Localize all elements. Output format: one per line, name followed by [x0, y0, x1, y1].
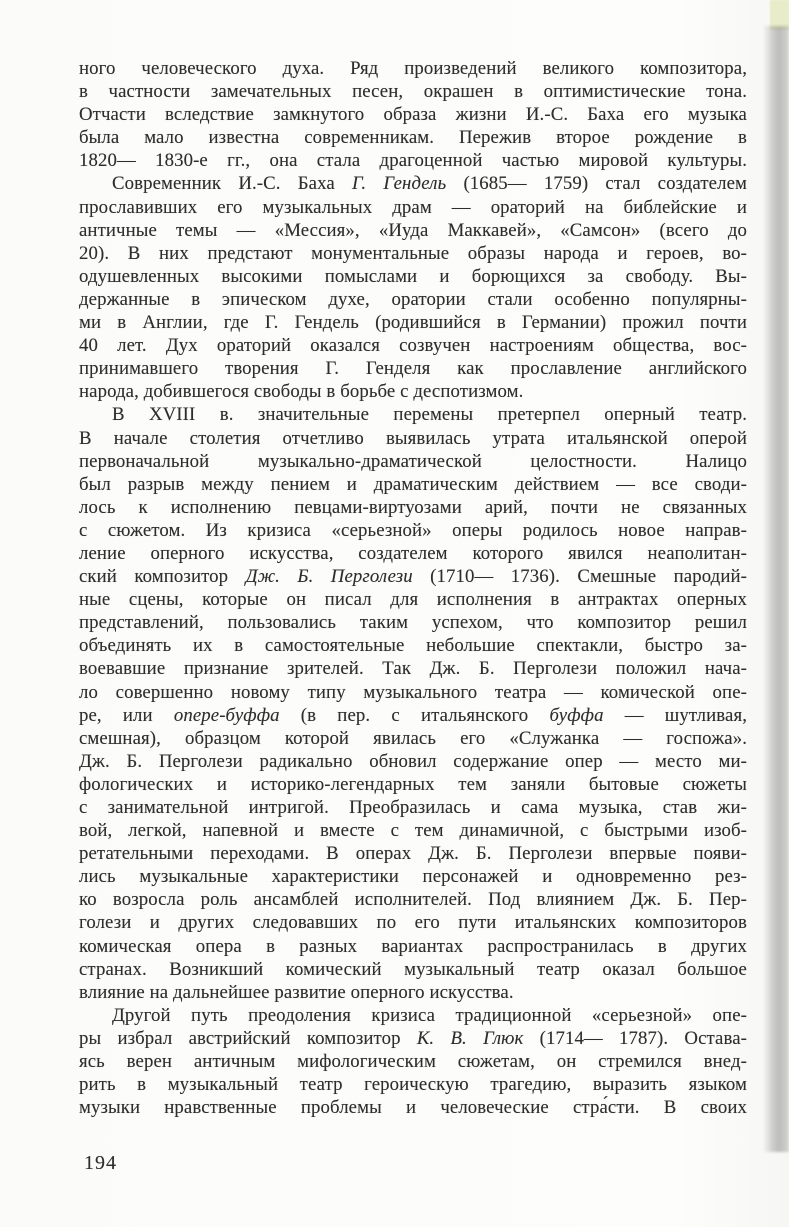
text-run: античные темы — «Мессия», «Иуда Маккавей», «Самсон» (всего до — [79, 219, 747, 241]
text-line — [79, 588, 747, 611]
text-line — [79, 958, 747, 981]
text-line — [79, 865, 747, 888]
text-run: влияние на дальнейшее развитие оперного искусства. — [79, 981, 514, 1003]
text-line — [79, 288, 747, 311]
text-line — [79, 704, 747, 727]
page-number: 194 — [84, 1152, 117, 1174]
text-line — [79, 611, 747, 634]
text-run: ми в Англии, где Г. Гендель (родившийся в Германии) прожил почти — [79, 312, 747, 334]
text-run: первоначальной музыкально-драматической целостности. Налицо — [79, 450, 747, 472]
text-run: Другой путь преодоления кризиса традиционной «серьезной» опе- — [112, 1004, 747, 1026]
text-run: 20). В них предстают монументальные образы народа и героев, во- — [79, 242, 747, 264]
text-line — [79, 242, 747, 265]
text-run: лись музыкальные характеристики персонажей и одновременно рез- — [79, 866, 747, 888]
text-run: ление оперного искусства, создателем которого явился неаполитан- — [79, 542, 747, 564]
text-line — [79, 519, 747, 542]
text-line — [79, 311, 747, 334]
text-run: держанные в эпическом духе, оратории стали особенно популярны- — [79, 288, 747, 310]
text-line — [79, 357, 747, 380]
text-line — [79, 380, 747, 403]
text-line — [79, 634, 747, 657]
text-run: ные сцены, которые он писал для исполнения в антрактах оперных — [79, 589, 747, 611]
text-line — [79, 773, 747, 796]
text-line — [79, 727, 747, 750]
text-line — [79, 196, 747, 219]
text-run: народа, добившегося свободы в борьбе с деспотизмом. — [79, 381, 524, 403]
italic-name: буффа — [549, 704, 604, 726]
italic-name: опере-буффа — [173, 704, 280, 726]
text-run: ский композитор — [79, 566, 246, 588]
text-run: была мало известна современникам. Пережив второе рождение в — [79, 127, 747, 149]
body-text — [79, 57, 747, 1119]
text-line — [79, 473, 747, 496]
text-line — [79, 427, 747, 450]
text-run: смешная), образцом которой явилась его «Служанка — госпожа». — [79, 727, 747, 749]
text-run: прославивших его музыкальных драм — ораторий на библейские и — [79, 196, 747, 218]
text-run: ного человеческого духа. Ряд произведений великого композитора, — [79, 58, 747, 79]
text-line — [79, 565, 747, 588]
text-line — [79, 819, 747, 842]
text-run: был разрыв между пением и драматическим действием — все своди- — [79, 473, 747, 495]
text-run: странах. Возникший комический музыкальный театр оказал большое — [79, 958, 747, 980]
text-run: в частности замечательных песен, окрашен в оптимистические тона. — [79, 81, 747, 103]
text-run: (1710— 1736). Смешные пародий- — [412, 566, 747, 588]
text-line — [79, 1004, 747, 1027]
text-run: принимавшего творения Г. Генделя как прославление английского — [79, 358, 747, 380]
text-run: Дж. Б. Перголези радикально обновил содержание опер — место ми- — [79, 750, 747, 772]
text-run: рить в музыкальный театр героическую трагедию, выразить языком — [79, 1074, 747, 1096]
text-run: ры избрал австрийский композитор — [79, 1027, 417, 1049]
text-run: Современник И.-С. Баха — [112, 173, 353, 195]
text-run: с сюжетом. Из кризиса «серьезной» оперы родилось новое направ- — [79, 519, 747, 541]
text-run: (1685— 1759) стал создателем — [446, 173, 748, 195]
text-run: ясь верен античным мифологическим сюжетам, он стремился внед- — [79, 1051, 747, 1073]
text-run: фологических и историко-легендарных тем заняли бытовые сюжеты — [79, 773, 747, 795]
text-line — [79, 265, 747, 288]
text-run: голези и других следовавших по его пути итальянских композиторов — [79, 912, 747, 934]
page-gutter-shadow — [763, 26, 789, 1152]
text-line — [79, 935, 747, 958]
text-line — [79, 1073, 747, 1096]
text-run: ло совершенно новому типу музыкального театра — комической опе- — [79, 681, 747, 703]
text-line — [79, 80, 747, 103]
text-run: ко возросла роль ансамблей исполнителей. Под влиянием Дж. Б. Пер- — [79, 889, 747, 911]
text-line — [79, 1096, 747, 1119]
text-run: одушевленных высокими помыслами и борющихся за свободу. Вы- — [79, 265, 747, 287]
text-line — [79, 172, 747, 195]
text-run: объединять их в самостоятельные небольшие спектакли, быстро за- — [79, 635, 747, 657]
text-line — [79, 750, 747, 773]
text-run: ретательными переходами. В операх Дж. Б. Перголези впервые появи- — [79, 843, 747, 865]
text-line — [79, 842, 747, 865]
text-run: 40 лет. Дух ораторий оказался созвучен настроениям общества, вос- — [79, 335, 747, 357]
text-run: (в пер. с итальянского — [279, 704, 550, 726]
text-line — [79, 981, 747, 1004]
text-run: лось к исполнению певцами-виртуозами арий, почти не связанных — [79, 496, 747, 518]
text-line — [79, 126, 747, 149]
text-run: музыки нравственные проблемы и человеческие стра́сти. В своих — [79, 1097, 747, 1119]
text-line — [79, 542, 747, 565]
italic-name: К. В. Глюк — [416, 1027, 524, 1049]
text-line — [79, 796, 747, 819]
text-run: представлений, пользовались таким успехом, что композитор решил — [79, 612, 747, 634]
text-run: ре, или — [79, 704, 174, 726]
text-run: с занимательной интригой. Преобразилась и сама музыка, став жи- — [79, 797, 747, 818]
text-line — [79, 657, 747, 680]
text-run: В XVIII в. значительные перемены претерпел оперный театр. — [112, 404, 747, 426]
text-line — [79, 450, 747, 473]
text-line — [79, 57, 747, 80]
text-line — [79, 681, 747, 704]
text-line — [79, 1050, 747, 1073]
text-line — [79, 149, 747, 172]
text-run: В начале столетия отчетливо выявилась утрата итальянской оперой — [79, 427, 747, 449]
text-run: воевавшие признание зрителей. Так Дж. Б. Перголези положил нача- — [79, 658, 747, 680]
text-line — [79, 403, 747, 426]
text-run: Отчасти вследствие замкнутого образа жизни И.-С. Баха его музыка — [79, 104, 747, 126]
italic-name: Дж. Б. Перголези — [245, 566, 413, 588]
text-line — [79, 334, 747, 357]
text-run: вой, легкой, напевной и вместе с тем динамичной, с быстрыми изоб- — [79, 820, 747, 842]
text-run: комическая опера в разных вариантах распространилась в других — [79, 935, 747, 957]
text-run: 1820— 1830-е гг., она стала драгоценной частью мировой культуры. — [79, 150, 747, 172]
text-line — [79, 103, 747, 126]
text-line — [79, 888, 747, 911]
text-line — [79, 496, 747, 519]
text-run: — шутливая, — [603, 704, 747, 726]
italic-name: Г. Гендель — [352, 173, 447, 195]
text-line — [79, 911, 747, 934]
text-line — [79, 1027, 747, 1050]
text-line — [79, 219, 747, 242]
text-run: (1714— 1787). Остава- — [523, 1027, 747, 1049]
